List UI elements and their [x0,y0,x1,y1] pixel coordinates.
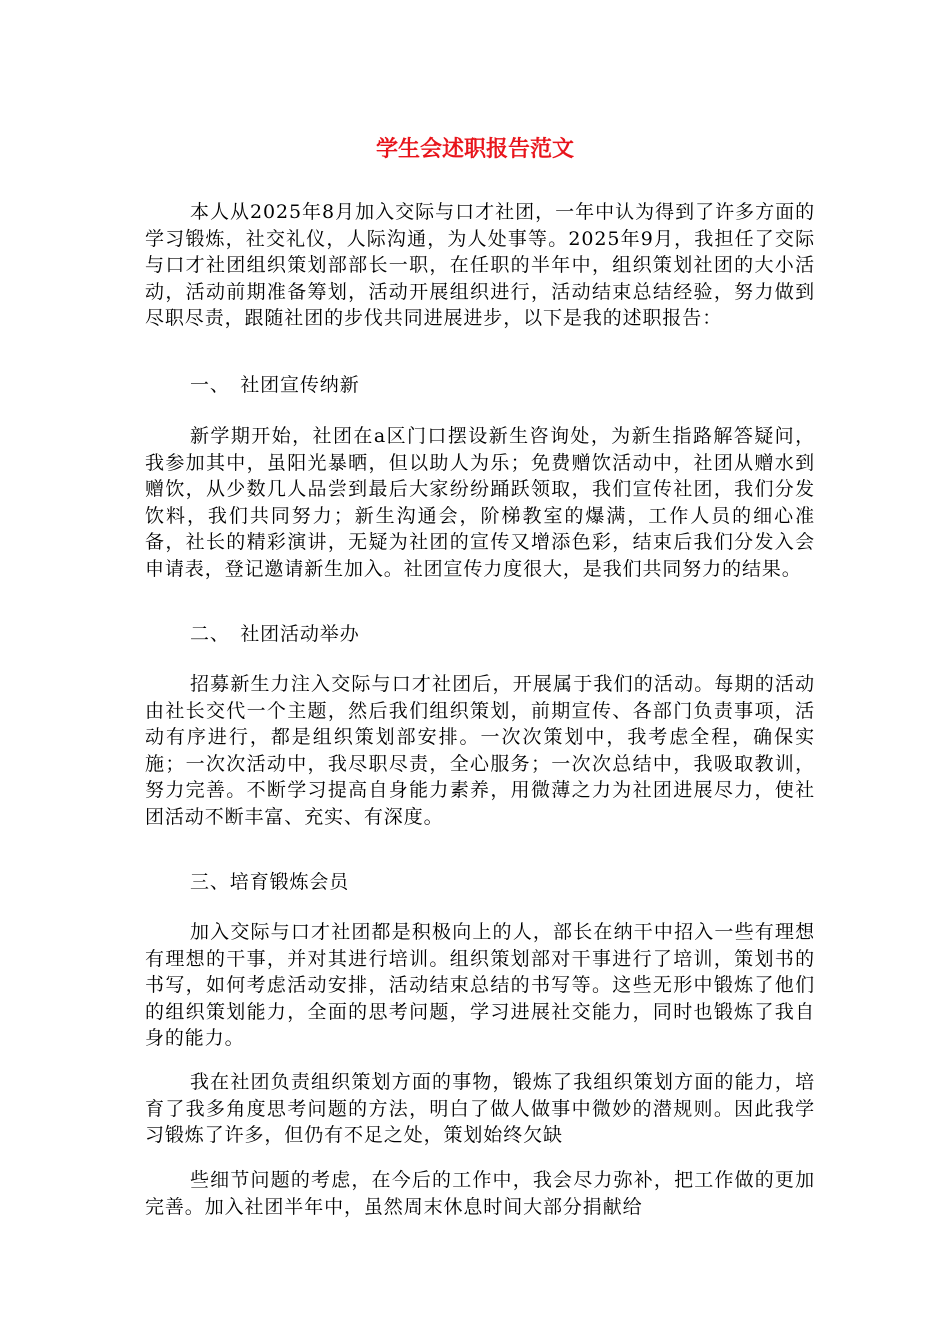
closing-paragraph: 些细节问题的考虑，在今后的工作中，我会尽力弥补，把工作做的更加完善。加入社团半年中，虽然周末休息时间大部分捐献给 [145,1169,815,1218]
document-title: 学生会述职报告范文 [375,137,574,162]
section-2-paragraph: 招募新生力注入交际与口才社团后，开展属于我们的活动。每期的活动由社长交代一个主题，然后我们组织策划，前期宣传、各部门负责事项，活动有序进行，都是组织策划部安排。一次次策划中，我考虑全程，确保实施；一次次活动中，我尽职尽责，全心服务；一次次总结中，我吸取教训，努力完善。不断学习提高自身能力素养，用微薄之力为社团进展尽力，使社团活动不断丰富、充实、有深度。 [145,673,815,828]
reflection-paragraph: 我在社团负责组织策划方面的事物，锻炼了我组织策划方面的能力，培育了我多角度思考问题的方法，明白了做人做事中微妙的潜规则。因此我学习锻炼了许多，但仍有不足之处，策划始终欠缺 [145,1071,815,1146]
section-1-paragraph: 新学期开始，社团在a区门口摆设新生咨询处，为新生指路解答疑问，我参加其中，虽阳光暴晒，但以助人为乐；免费赠饮活动中，社团从赠水到赠饮，从少数几人品尝到最后大家纷纷踊跃领取，我们宣传社团，我们分发饮料，我们共同努力；新生沟通会，阶梯教室的爆满，工作人员的细心准备，社长的精彩演讲，无疑为社团的宣传又增添色彩，结束后我们分发入会申请表，登记邀请新生加入。社团宣传力度很大，是我们共同努力的结果。 [145,425,815,580]
section-3-paragraph: 加入交际与口才社团都是积极向上的人，部长在纳干中招入一些有理想有理想的干事，并对其进行培训。组织策划部对干事进行了培训，策划书的书写，如何考虑活动安排，活动结束总结的书写等。这些无形中锻炼了他们的组织策划能力，全面的思考问题，学习进展社交能力，同时也锻炼了我自身的能力。 [145,921,815,1049]
section-heading-3: 三、培育锻炼会员 [190,871,350,893]
intro-paragraph: 本人从2025年8月加入交际与口才社团，一年中认为得到了许多方面的学习锻炼，社交礼仪，人际沟通，为人处事等。2025年9月，我担任了交际与口才社团组织策划部部长一职，在任职的半年中，组织策划社团的大小活动，活动前期准备筹划，活动开展组织进行，活动结束总结经验，努力做到尽职尽责，跟随社团的步伐共同进展进步，以下是我的述职报告： [145,201,815,329]
section-heading-1: 一、 社团宣传纳新 [190,374,360,396]
section-heading-2: 二、 社团活动举办 [190,623,360,645]
